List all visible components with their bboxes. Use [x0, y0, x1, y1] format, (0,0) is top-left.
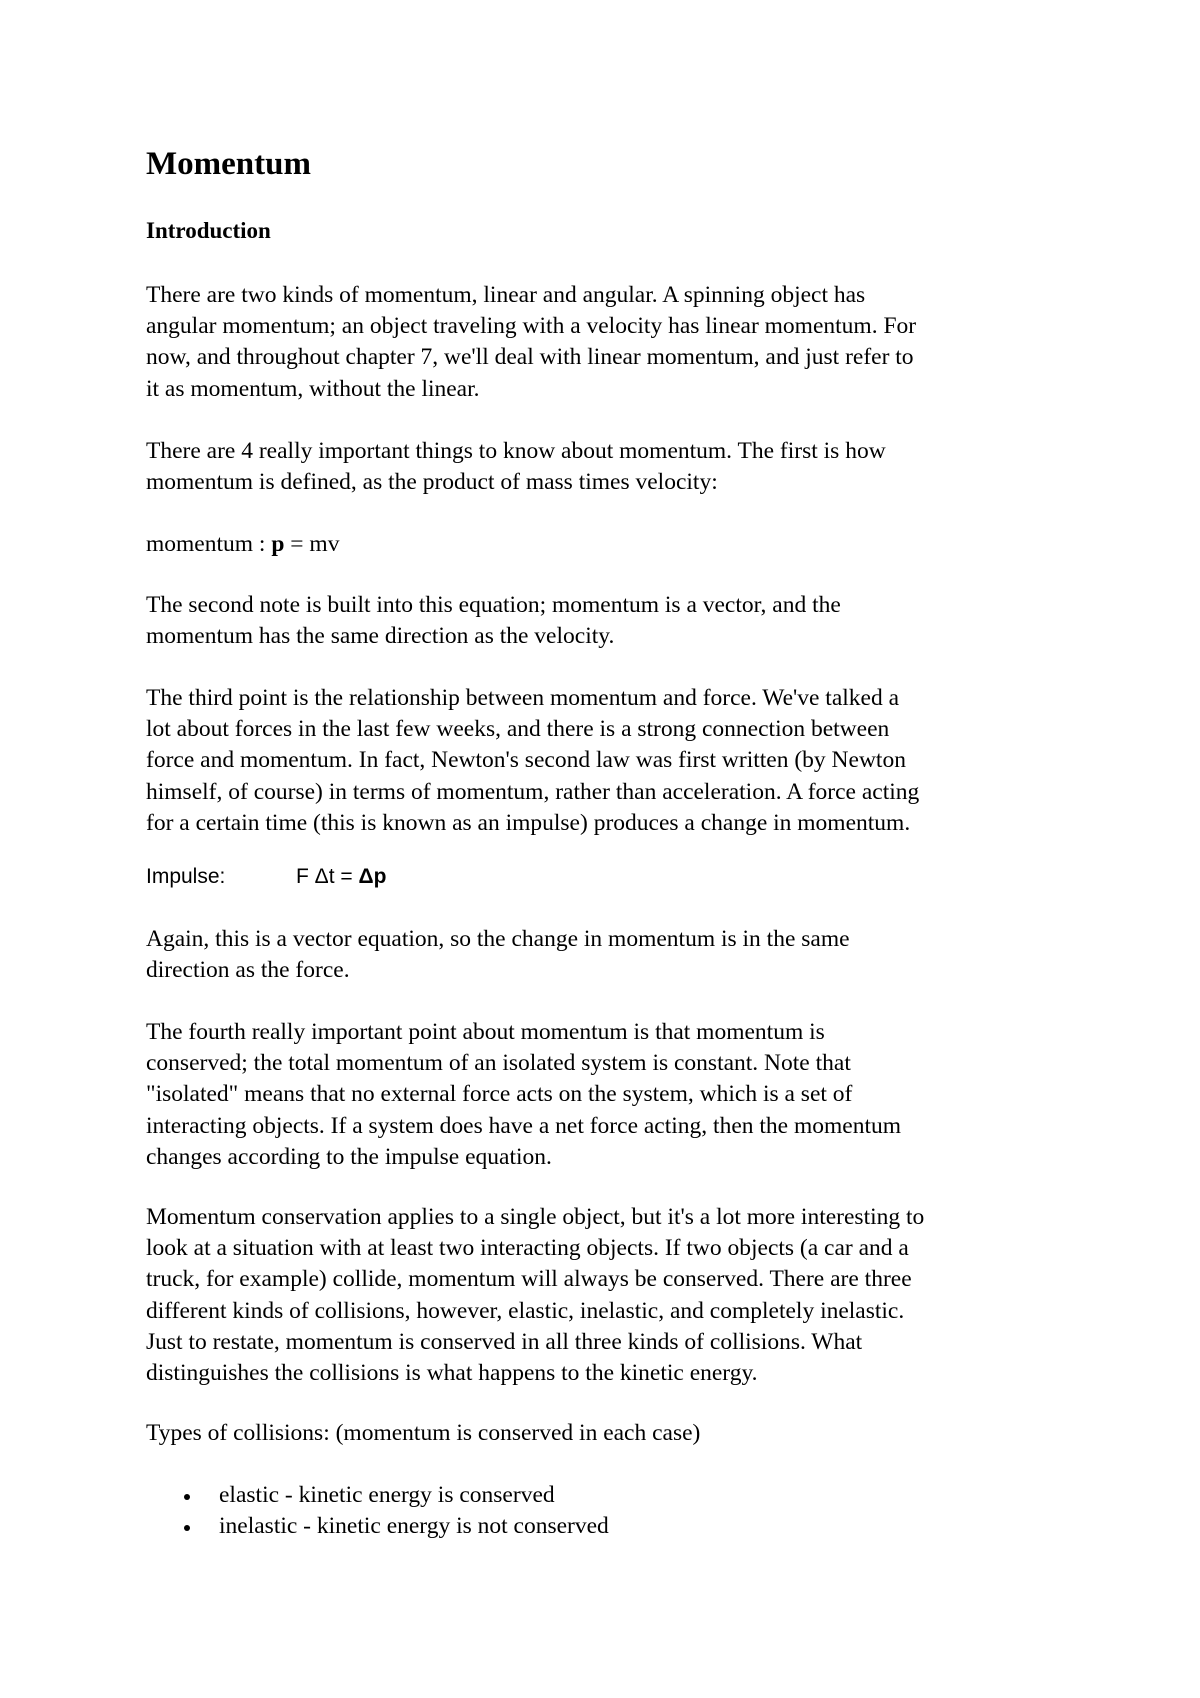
equation-symbol-p: p: [271, 531, 285, 557]
text-line: distinguishes the collisions is what happens to the kinetic energy.: [146, 1360, 758, 1387]
text-line: momentum is defined, as the product of mass times velocity:: [146, 469, 718, 496]
text-line: momentum has the same direction as the velocity.: [146, 623, 615, 650]
momentum-equation: [146, 529, 339, 560]
impulse-formula: [296, 862, 386, 892]
text-line: truck, for example) collide, momentum will always be conserved. There are three: [146, 1266, 912, 1293]
list-item-text: elastic - kinetic energy is conserved: [219, 1482, 555, 1508]
paragraph-four-things: [146, 436, 1066, 498]
text-line: interacting objects. If a system does have a net force acting, then the momentum: [146, 1112, 902, 1139]
bullet-icon: [184, 1525, 190, 1531]
paragraph-conservation: [146, 1017, 1066, 1173]
collision-types-list: [146, 1480, 609, 1542]
text-line: direction as the force.: [146, 957, 350, 984]
paragraph-vector: [146, 590, 1066, 652]
text-line: There are 4 really important things to know about momentum. The first is how: [146, 438, 886, 464]
impulse-label: Impulse:: [146, 865, 226, 888]
text-line: it as momentum, without the linear.: [146, 375, 480, 402]
text-line: lot about forces in the last few weeks, and there is a strong connection between: [146, 716, 890, 743]
text-line: conserved; the total momentum of an isolated system is constant. Note that: [146, 1050, 851, 1077]
text-line: There are two kinds of momentum, linear and angular. A spinning object has: [146, 282, 866, 308]
text-line: for a certain time (this is known as an impulse) produces a change in momentum.: [146, 809, 911, 836]
paragraph-collisions: [146, 1202, 1066, 1389]
impulse-rhs: Δp: [358, 865, 387, 888]
text-line: The second note is built into this equation; momentum is a vector, and the: [146, 592, 841, 618]
impulse-lhs: F Δt =: [296, 865, 359, 888]
list-item-text: inelastic - kinetic energy is not conserved: [219, 1513, 609, 1540]
text-line: Momentum conservation applies to a single object, but it's a lot more interesting to: [146, 1204, 925, 1230]
text-line: himself, of course) in terms of momentum, rather than acceleration. A force acting: [146, 778, 920, 805]
paragraph-types-intro: [146, 1418, 1066, 1449]
list-item: [146, 1480, 609, 1511]
text-line: different kinds of collisions, however, elastic, inelastic, and completely inelastic.: [146, 1297, 905, 1324]
paragraph-intro: [146, 280, 1066, 405]
text-line: force and momentum. In fact, Newton's second law was first written (by Newton: [146, 747, 906, 774]
impulse-equation: [146, 862, 386, 892]
text-line: "isolated" means that no external force acts on the system, which is a set of: [146, 1081, 853, 1108]
text-line: angular momentum; an object traveling with a velocity has linear momentum. For: [146, 313, 917, 340]
text-line: The third point is the relationship between momentum and force. We've talked a: [146, 685, 900, 711]
text-line: Again, this is a vector equation, so the change in momentum is in the same: [146, 926, 850, 952]
text-line: The fourth really important point about momentum is that momentum is: [146, 1019, 825, 1045]
section-heading: Introduction: [146, 218, 271, 243]
bullet-icon: [184, 1494, 190, 1500]
equation-label: momentum :: [146, 531, 272, 557]
page-title: Momentum: [146, 146, 311, 182]
text-line: Types of collisions: (momentum is conserved in each case): [146, 1420, 701, 1446]
paragraph-vector-equation: [146, 924, 1066, 986]
list-item: [146, 1511, 609, 1542]
text-line: changes according to the impulse equation.: [146, 1143, 552, 1170]
paragraph-force: [146, 683, 1066, 839]
text-line: Just to restate, momentum is conserved in all three kinds of collisions. What: [146, 1328, 863, 1355]
equation-rhs: = mv: [284, 531, 340, 557]
text-line: look at a situation with at least two interacting objects. If two objects (a car and a: [146, 1235, 909, 1262]
text-line: now, and throughout chapter 7, we'll deal with linear momentum, and just refer to: [146, 344, 914, 371]
